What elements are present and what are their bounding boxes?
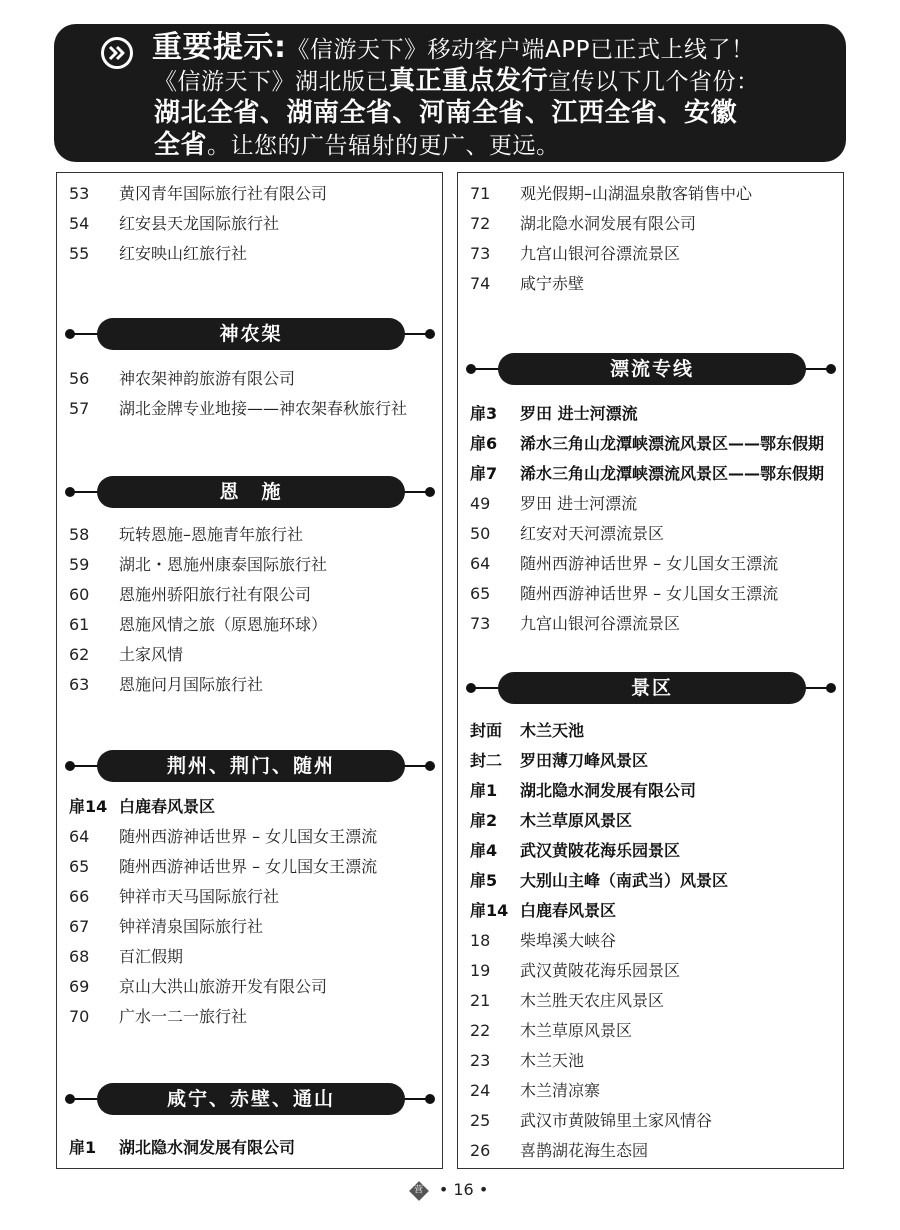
item-text: 木兰天池 [520,1051,585,1070]
diamond-logo-icon [409,1181,429,1201]
item-text: 湖北隐水洞发展有限公司 [119,1138,296,1157]
item-number: 73 [470,244,491,263]
item-number: 57 [69,399,90,418]
item-number: 70 [69,1007,90,1026]
item-number: 56 [69,369,90,388]
item-number: 扉1 [69,1138,97,1157]
item-text: 黄冈青年国际旅行社有限公司 [119,184,328,203]
list-item [69,367,295,391]
left-column [56,172,443,1169]
item-number: 65 [470,584,491,603]
list-item-bold [470,719,584,743]
item-number: 63 [69,675,90,694]
item-number: 22 [470,1021,491,1040]
item-text: 钟祥市天马国际旅行社 [119,887,280,906]
item-text: 广水一二一旅行社 [119,1007,248,1026]
item-number: 55 [69,244,90,263]
item-number: 扉14 [69,797,108,816]
item-text: 木兰胜天农庄风景区 [520,991,665,1010]
notice-banner [54,24,846,162]
item-text: 木兰草原风景区 [520,811,633,830]
item-number: 封面 [470,721,503,740]
item-text: 罗田薄刀峰风景区 [520,751,649,770]
item-text: 武汉黄陂花海乐园景区 [520,961,681,980]
item-text: 木兰清凉寨 [520,1081,601,1100]
item-number: 68 [69,947,90,966]
list-item [69,613,327,637]
list-item-bold [470,432,824,456]
section-title: 神农架 [97,318,405,350]
list-item [470,242,680,266]
list-item [470,1049,584,1073]
item-text: 罗田 进士河漂流 [520,404,638,423]
item-text: 柴埠溪大峡谷 [520,931,617,950]
list-item [69,945,183,969]
list-item-bold [470,839,680,863]
item-number: 74 [470,274,491,293]
item-text: 钟祥清泉国际旅行社 [119,917,264,936]
item-text: 武汉市黄陂锦里土家风情谷 [520,1111,713,1130]
list-item [470,1079,600,1103]
item-text: 湖北金牌专业地接——神农架春秋旅行社 [119,399,408,418]
item-text: 浠水三角山龙潭峡漂流风景区——鄂东假期 [520,464,825,483]
section-title: 咸宁、赤壁、通山 [97,1083,405,1115]
item-number: 25 [470,1111,491,1130]
item-text: 恩施州骄阳旅行社有限公司 [119,585,312,604]
logo-mark: 营 [414,1185,424,1196]
page-footer [0,1178,900,1202]
list-item [69,825,377,849]
item-number: 65 [69,857,90,876]
banner-line-4b: 。让您的广告辐射的更广、更远。 [207,133,560,159]
item-text: 京山大洪山旅游开发有限公司 [119,977,328,996]
item-text: 浠水三角山龙潭峡漂流风景区——鄂东假期 [520,434,825,453]
item-text: 罗田 进士河漂流 [520,494,638,513]
item-number: 72 [470,214,491,233]
item-number: 62 [69,645,90,664]
item-text: 湖北隐水洞发展有限公司 [520,214,697,233]
page-number: 16 [453,1180,474,1199]
item-text: 白鹿春风景区 [520,901,617,920]
item-text: 红安映山红旅行社 [119,244,248,263]
item-text: 随州西游神话世界 – 女儿国女王漂流 [520,554,779,573]
list-item [470,1109,712,1133]
item-number: 54 [69,214,90,233]
item-number: 71 [470,184,491,203]
item-number: 60 [69,585,90,604]
item-number: 19 [470,961,491,980]
list-item-bold [470,809,632,833]
item-text: 随州西游神话世界 – 女儿国女王漂流 [520,584,779,603]
list-item [69,673,263,697]
list-item [69,553,327,577]
section-title: 荆州、荆门、随州 [97,750,405,782]
item-number: 扉5 [470,871,498,890]
item-text: 随州西游神话世界 – 女儿国女王漂流 [119,827,378,846]
item-number: 扉7 [470,464,498,483]
item-number: 扉1 [470,781,498,800]
item-text: 土家风情 [119,645,184,664]
section-title: 景区 [498,672,806,704]
item-text: 神农架神韵旅游有限公司 [119,369,296,388]
item-text: 咸宁赤壁 [520,274,585,293]
list-item [69,212,279,236]
item-number: 21 [470,991,491,1010]
item-number: 扉4 [470,841,498,860]
item-number: 50 [470,524,491,543]
list-item [69,242,247,266]
list-item [470,612,680,636]
item-number: 58 [69,525,90,544]
bullet: • [478,1180,489,1199]
item-text: 百汇假期 [119,947,184,966]
list-item [69,643,183,667]
list-item [69,885,279,909]
section-header-enshi [65,476,435,508]
item-number: 66 [69,887,90,906]
section-header-jingzhou [65,750,435,782]
banner-line-4a: 全省 [154,130,208,160]
list-item [69,915,263,939]
item-number: 49 [470,494,491,513]
item-text: 木兰草原风景区 [520,1021,633,1040]
item-text: 玩转恩施–恩施青年旅行社 [119,525,304,544]
item-text: 红安对天河漂流景区 [520,524,665,543]
item-text: 湖北・恩施州康泰国际旅行社 [119,555,328,574]
item-number: 73 [470,614,491,633]
list-item-bold [69,1136,295,1160]
list-item [69,975,327,999]
item-number: 扉6 [470,434,498,453]
item-text: 大别山主峰（南武当）风景区 [520,871,729,890]
list-item-bold [470,779,696,803]
banner-highlight: 真正重点发行 [389,66,549,96]
list-item-bold [470,749,648,773]
item-text: 武汉黄陂花海乐园景区 [520,841,681,860]
banner-lead: 重要提示: [152,30,287,65]
list-item [69,523,303,547]
list-item [470,552,778,576]
section-header-xianning [65,1083,435,1115]
section-title: 漂流专线 [498,353,806,385]
list-item [69,1005,247,1029]
section-title: 恩 施 [97,476,405,508]
item-text: 白鹿春风景区 [119,797,216,816]
list-item [470,989,664,1013]
banner-provinces: 湖北全省、湖南全省、河南全省、江西全省、安徽 [154,98,738,128]
item-text: 九宫山银河谷漂流景区 [520,614,681,633]
list-item-bold [470,402,638,426]
section-header-scenic [466,672,836,704]
banner-line-4 [102,130,826,162]
item-number: 24 [470,1081,491,1100]
item-number: 53 [69,184,90,203]
list-item [470,929,616,953]
list-item-bold [69,795,215,819]
list-item [69,182,327,206]
item-number: 扉14 [470,901,509,920]
section-header-rafting [466,353,836,385]
item-text: 喜鹊湖花海生态园 [520,1141,649,1160]
banner-line-1 [102,32,826,66]
list-item [470,1019,632,1043]
list-item [470,272,584,296]
forward-arrow-icon [100,36,134,70]
right-column [457,172,844,1169]
bullet: • [438,1180,449,1199]
banner-line-3 [102,98,826,130]
item-text: 红安县天龙国际旅行社 [119,214,280,233]
item-number: 封二 [470,751,503,770]
list-item [470,1139,648,1163]
item-number: 扉3 [470,404,498,423]
list-item [69,583,311,607]
item-text: 随州西游神话世界 – 女儿国女王漂流 [119,857,378,876]
list-item-bold [470,462,824,486]
item-text: 观光假期–山湖温泉散客销售中心 [520,184,753,203]
item-text: 湖北隐水洞发展有限公司 [520,781,697,800]
item-text: 恩施问月国际旅行社 [119,675,264,694]
section-header-shennongjia [65,318,435,350]
item-number: 64 [69,827,90,846]
list-item-bold [470,869,728,893]
list-item [470,492,637,516]
item-number: 18 [470,931,491,950]
item-text: 木兰天池 [520,721,585,740]
banner-line-1-text: 《信游天下》移动客户端APP已正式上线了！ [286,37,755,63]
list-item [470,182,752,206]
item-number: 59 [69,555,90,574]
list-item [470,212,696,236]
list-item [470,959,680,983]
item-number: 69 [69,977,90,996]
item-number: 扉2 [470,811,498,830]
item-number: 23 [470,1051,491,1070]
list-item [470,522,664,546]
list-item-bold [470,899,616,923]
list-item [69,855,377,879]
banner-line-2 [102,66,826,98]
item-text: 恩施风情之旅（原恩施环球） [119,615,328,634]
item-text: 九宫山银河谷漂流景区 [520,244,681,263]
item-number: 67 [69,917,90,936]
item-number: 26 [470,1141,491,1160]
banner-line-2c: 宣传以下几个省份： [548,69,760,95]
list-item [69,397,407,421]
item-number: 61 [69,615,90,634]
list-item [470,582,778,606]
banner-line-2a: 《信游天下》湖北版已 [154,69,389,95]
item-number: 64 [470,554,491,573]
